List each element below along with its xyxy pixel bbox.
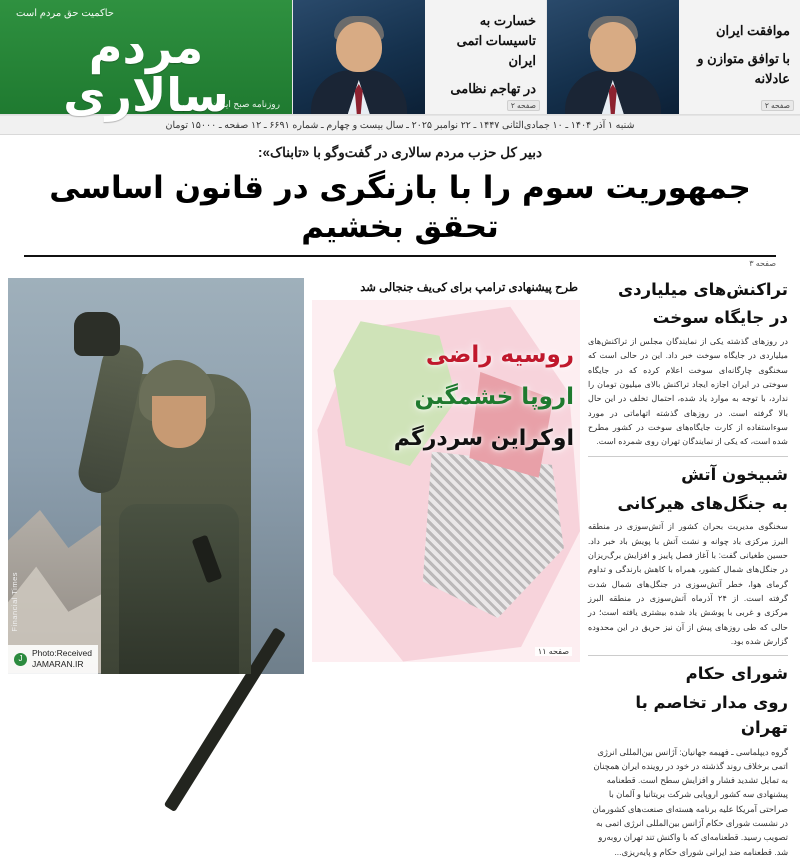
- photo-credit-text: [32, 648, 92, 671]
- article-2-body: سخنگوی مدیریت بحران کشور از آتش‌سوزی در منطقه البرز مرکزی باد چوانه و نشت آتش با پویش باد خبر داد. حسین طغیانی گفت: با آغاز فصل پاییز و افزایش برگ‌ریزان در جنگل‌های شمال کشور، همراه با کاهش بارندگی و تداوم گرمای هوا، خطر آتش‌سوزی در جنگل‌های شمال شدت گرفته است. از ۲۴ آذرماه آتش‌سوزی در منطقه البرز مرکزی و غربی با پوشش یاد شده بیشتری یافته است؛ در حالی که طی روزهای پیش از آن نیز حریق در این محدوده گزارش شده بود.: [588, 520, 788, 649]
- article-forest-fire[interactable]: [588, 463, 788, 650]
- headline-card-2-line1: موافقت ایران: [682, 21, 791, 41]
- map-story-title-black: اوکراین سردرگم: [394, 426, 574, 451]
- article-3-title-line1: شورای حکام: [588, 662, 788, 687]
- article-3-title-line2: روی مدار تخاصم با تهران: [588, 691, 788, 741]
- article-fuel-station[interactable]: [588, 278, 788, 450]
- headline-card-1-page-ref: صفحه ۲: [507, 100, 540, 111]
- headline-card-1-line1: خسارت به تاسیسات اتمی ایران: [428, 11, 537, 71]
- photo-credit-line2: JAMARAN.IR: [32, 659, 83, 669]
- headline-card-1[interactable]: [292, 0, 546, 114]
- lead-kicker: دبیر کل حزب مردم سالاری در گفت‌وگو با «تابناک»:: [14, 145, 786, 161]
- photo-soldier-glove: [74, 312, 120, 356]
- portrait-photo-2: [547, 0, 679, 114]
- map-story-title-red: روسیه راضی: [426, 342, 574, 368]
- photo-credit-line1: Photo:Received: [32, 648, 92, 658]
- text-column: [588, 278, 792, 674]
- headline-card-2-page-ref: صفحه ۲: [761, 100, 794, 111]
- lead-headline: جمهوریت سوم را با بازنگری در قانون اساسی تحقق بخشیم: [14, 169, 786, 247]
- article-2-title-line2: به جنگل‌های هیرکانی: [588, 492, 788, 517]
- article-1-title-line2: در جایگاه سوخت: [588, 306, 788, 331]
- logo-slogan: حاکمیت حق مردم است: [10, 6, 282, 19]
- jamaran-logo-icon: J: [14, 653, 27, 666]
- headline-card-2-line2: با توافق متوازن و عادلانه: [682, 49, 791, 89]
- masthead: [0, 0, 800, 115]
- lead-page-ref: صفحه ۳: [14, 257, 786, 268]
- map-story-title-green: اروپا خشمگین: [414, 384, 574, 410]
- article-2-title-line1: شبیخون آتش: [588, 463, 788, 488]
- headline-card-1-line2: در تهاجم نظامی: [428, 79, 537, 99]
- main-content-grid: [0, 274, 800, 674]
- portrait-photo-1: [293, 0, 425, 114]
- map-story-page-ref: صفحه ۱۱: [535, 647, 572, 656]
- photo-soldier-face: [152, 396, 206, 448]
- map-story-kicker: طرح پیشنهادی ترامپ برای کی‌یف جنجالی شد: [312, 278, 580, 300]
- main-photo[interactable]: [8, 278, 304, 674]
- photo-soldier-vest: [119, 504, 239, 674]
- article-divider-1: [588, 456, 788, 457]
- lead-story[interactable]: [0, 135, 800, 274]
- article-3-dek: گروه دیپلماسی ـ فهیمه جهانیان: آژانس بین‌المللی انرژی اتمی برخلاف روند گذشته در خود در روینده ایران همچنان به تمایل تشدید فشار و افزایش سطح است. قطعنامه پیشنهادی سه کشور اروپایی شرکت بریتانیا و آلمان با صراحتی آمریکا علیه برنامه هسته‌ای صنعت‌های کشورمان در نشست شورای حکام آژانس بین‌المللی انرژی اتمی به تصویب رسید. قطعنامه‌ای که با واکنش تند تهران روبه‌رو شد. قطعنامه ضد ایرانی شورای حکام و پایه‌ریزی...: [588, 745, 788, 859]
- photo-credit: [8, 645, 98, 674]
- date-bar-text: شنبه ۱ آذر ۱۴۰۴ ـ ۱۰ جمادی‌الثانی ۱۴۴۷ ـ ۲۲ نوامبر ۲۰۲۵ ـ سال بیست و چهارم ـ شماره ۶۶۹۱ ـ ۱۲ صفحه ـ ۱۵۰۰۰ تومان: [166, 120, 635, 131]
- logo-subtitle: روزنامه صبح ایران: [212, 99, 280, 110]
- article-board-of-governors[interactable]: [588, 662, 788, 859]
- article-1-body: در روزهای گذشته یکی از نمایندگان مجلس از تراکنش‌های میلیاردی در جایگاه سوخت خبر داد. این در حالی است که سخنگوی چارگانه‌ای سوخت اعلام کرده که در جایگاه سوختی در ایران اجازه ایجاد تراکنش بالای میلیون تومان را ندارد، با توجه به موارد یاد شده، احتمال تخلف در این حال بالا گرفته است. در روزهای گذشته اتهاماتی در مورد سوء‌استفاده از کارت جایگاه‌های سوخت در کشور مطرح شده است، که یکی از نمایندگان تهران روی شمرده است.: [588, 335, 788, 450]
- map-graphic: [312, 300, 580, 662]
- map-story[interactable]: [312, 278, 580, 674]
- photo-side-credit: Financial Times: [10, 572, 19, 632]
- article-1-title-line1: تراکنش‌های میلیاردی: [588, 278, 788, 303]
- headline-card-2[interactable]: [546, 0, 800, 114]
- newspaper-logo[interactable]: [0, 0, 292, 114]
- headline-card-2-text: [674, 0, 800, 114]
- article-divider-2: [588, 655, 788, 656]
- logo-title: مردم سالاری: [10, 23, 282, 120]
- headline-card-1-text: [420, 0, 547, 114]
